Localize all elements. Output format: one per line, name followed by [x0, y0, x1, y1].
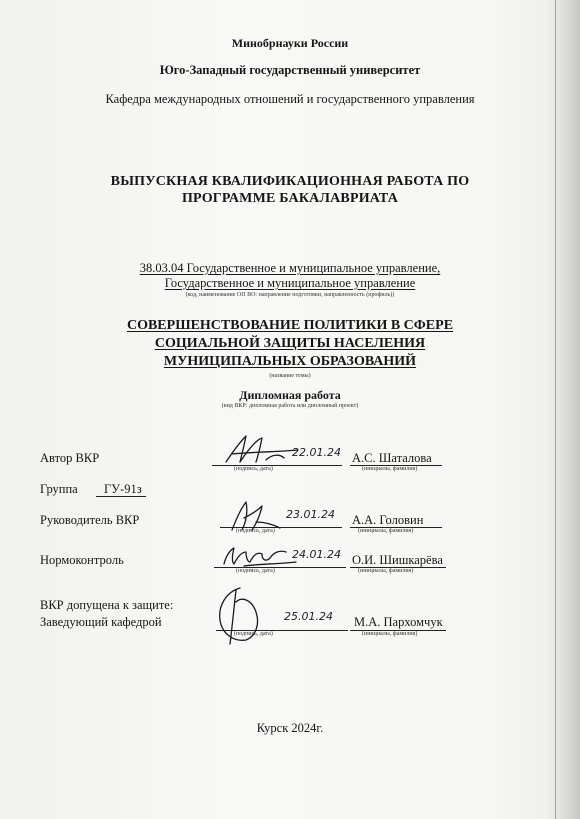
head-date: 25.01.24: [284, 610, 333, 623]
head-sign-caption: (подпись, дата): [234, 631, 273, 637]
scan-edge-shadow: [546, 0, 580, 819]
head-name-caption: (инициалы, фамилия): [362, 631, 418, 637]
supervisor-name-caption: (инициалы, фамилия): [358, 528, 414, 534]
normcontrol-label: Нормоконтроль: [40, 553, 124, 567]
supervisor-sign-caption: (подпись, дата): [236, 528, 275, 534]
document-title-line-1: ВЫПУСКНАЯ КВАЛИФИКАЦИОННАЯ РАБОТА ПО: [110, 174, 470, 189]
author-name-caption: (инициалы, фамилия): [362, 466, 418, 472]
specialty-line-1: 38.03.04 Государственное и муниципальное управление,: [139, 261, 441, 275]
author-sign-caption: (подпись, дата): [234, 466, 273, 472]
group-line: [96, 496, 146, 497]
scan-edge-line: [555, 0, 557, 819]
topic-line-2: СОЦИАЛЬНОЙ ЗАЩИТЫ НАСЕЛЕНИЯ: [154, 336, 426, 351]
group-value: ГУ-91з: [104, 482, 142, 496]
normcontrol-name-caption: (инициалы, фамилия): [358, 568, 414, 574]
supervisor-label: Руководитель ВКР: [40, 513, 140, 527]
normcontrol-signature: [220, 542, 300, 570]
work-type-caption: (вид ВКР: дипломная работа или дипломный проект): [221, 403, 359, 409]
topic-line-1: СОВЕРШЕНСТВОВАНИЕ ПОЛИТИКИ В СФЕРЕ: [126, 318, 454, 333]
author-date: 22.01.24: [292, 446, 341, 459]
normcontrol-sign-caption: (подпись, дата): [236, 568, 275, 574]
head-of-department-label: Заведующий кафедрой: [40, 615, 162, 629]
university-name: Юго-Западный государственный университет: [159, 63, 421, 77]
specialty-caption: (код, наименование ОП ВО: направление подготовки, направленность (профиль)): [185, 292, 395, 298]
document-title-line-2: ПРОГРАММЕ БАКАЛАВРИАТА: [181, 191, 399, 206]
author-signature: [222, 432, 302, 468]
group-label: Группа: [40, 482, 78, 496]
supervisor-name: А.А. Головин: [352, 513, 424, 527]
city-year: Курск 2024г.: [256, 721, 324, 735]
author-label: Автор ВКР: [40, 451, 100, 465]
topic-caption: (название темы): [269, 373, 311, 379]
head-name: М.А. Пархомчук: [354, 615, 443, 629]
normcontrol-name: О.И. Шишкарёва: [352, 553, 443, 567]
admission-label: ВКР допущена к защите:: [40, 598, 174, 612]
department-name: Кафедра международных отношений и государственного управления: [105, 92, 475, 106]
normcontrol-date: 24.01.24: [292, 548, 341, 561]
specialty-line-2: Государственное и муниципальное управление: [164, 276, 416, 290]
author-name: А.С. Шаталова: [352, 451, 432, 465]
ministry-name: Минобрнауки России: [231, 36, 349, 50]
supervisor-date: 23.01.24: [286, 508, 335, 521]
topic-line-3: МУНИЦИПАЛЬНЫХ ОБРАЗОВАНИЙ: [163, 354, 417, 369]
work-type: Дипломная работа: [239, 388, 341, 402]
